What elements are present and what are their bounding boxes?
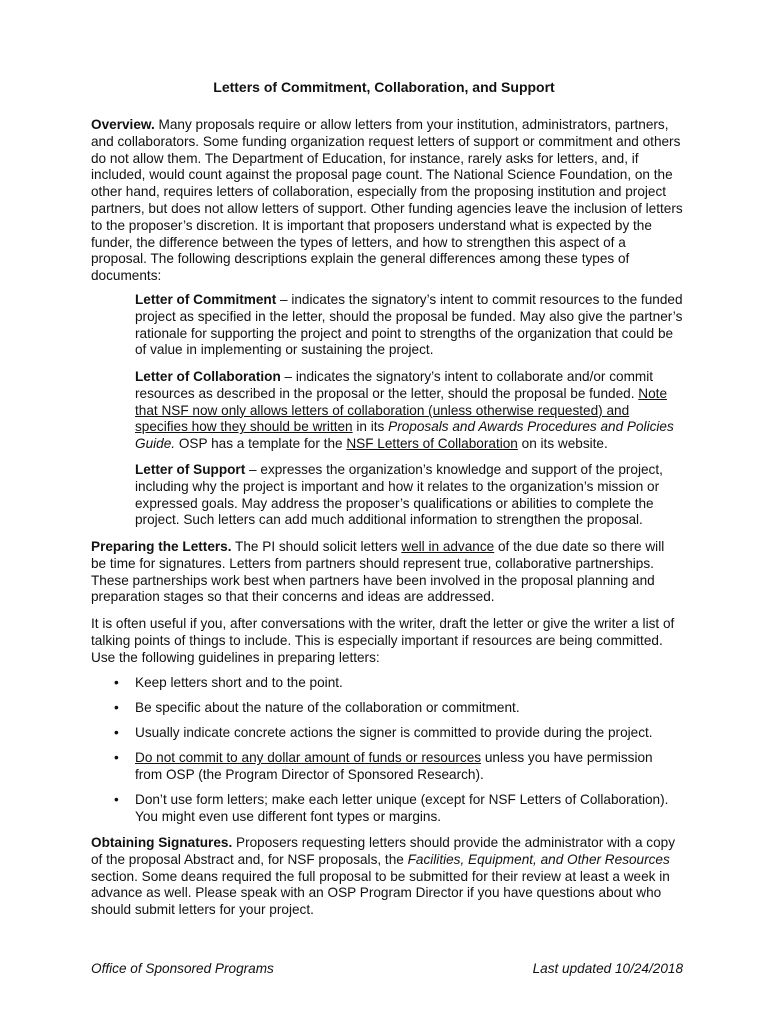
list-item <box>91 725 683 742</box>
bullet-icon: • <box>114 792 119 808</box>
papp-guide-title: Proposals and Awards Procedures and Policies Guide. <box>135 419 674 452</box>
no-dollar-commitment-emphasis: Do not commit to any dollar amount of funds or resources <box>135 750 482 766</box>
collaboration-heading: Letter of Collaboration <box>135 369 281 384</box>
facilities-section-title: Facilities, Equipment, and Other Resources <box>407 851 670 867</box>
preparing-heading: Preparing the Letters. <box>91 539 232 554</box>
bullet-text: Don’t use form letters; make each letter unique (except for NSF Letters of Collaboration). You might even use different font types or margins. <box>135 792 669 824</box>
collaboration-text-2: in its <box>352 419 389 435</box>
bullet-icon: • <box>114 725 119 741</box>
obtaining-text-2: section. Some deans required the full proposal to be submitted for their review at least a week in advance as well. Please speak with an OSP Program Director if you have questions about who should submit letters for your project. <box>91 868 670 918</box>
collaboration-text-4: on its website. <box>517 436 608 452</box>
guidelines-list <box>91 675 683 834</box>
preparing-paragraph <box>91 539 683 606</box>
overview-paragraph <box>91 117 683 285</box>
bullet-icon: • <box>114 750 119 766</box>
support-text: – expresses the organization’s knowledge and support of the project, including why the project is important and how it relates to the organization’s mission or expressed goals. May address the proposer’s qualifications or abilities to complete the project. Such letters can add much additional information to strengthen the proposal. <box>135 462 663 528</box>
commitment-heading: Letter of Commitment <box>135 292 277 307</box>
overview-heading: Overview. <box>91 117 155 132</box>
obtaining-text-1: Proposers requesting letters should provide the administrator with a copy of the proposal Abstract and, for NSF proposals, the <box>91 835 676 867</box>
collaboration-text-1: – indicates the signatory’s intent to collaborate and/or commit resources as described in the proposal or the letter, should the proposal be funded. <box>135 369 654 401</box>
bullet-text: Usually indicate concrete actions the signer is committed to provide during the project. <box>135 725 653 741</box>
preparing-text-1: The PI should solicit letters <box>231 539 402 554</box>
page-footer <box>91 961 683 978</box>
footer-office: Office of Sponsored Programs <box>91 961 274 976</box>
support-heading: Letter of Support <box>135 462 246 477</box>
nsf-letters-link[interactable]: NSF Letters of Collaboration <box>346 436 518 452</box>
bullet-icon: • <box>114 675 119 690</box>
bullet-text: Keep letters short and to the point. <box>135 675 343 690</box>
list-item <box>91 675 683 692</box>
bullet-text: Be specific about the nature of the collaboration or commitment. <box>135 700 520 716</box>
commitment-text: – indicates the signatory’s intent to commit resources to the funded project as specified in the letter, should the proposal be funded. May also give the partner’s rationale for supporting the project and point to strengths of the organization that could be of value in implementing or sustaining the project. <box>135 292 683 358</box>
nsf-collaboration-note: Note that NSF now only allows letters of collaboration (unless otherwise requested) and specifies how they should be written <box>135 385 668 435</box>
bullet-icon: • <box>114 700 119 716</box>
obtaining-paragraph <box>91 835 683 919</box>
preparing-text-2: of the due date so there will be time for signatures. Letters from partners should represent true, collaborative partnerships. These partnerships work best when partners have been involved in the proposal planning and preparation stages so that their concerns and ideas are addressed. <box>91 539 665 605</box>
list-item <box>91 792 683 826</box>
obtaining-heading: Obtaining Signatures. <box>91 835 233 850</box>
collaboration-text-3: OSP has a template for the <box>175 436 347 452</box>
commitment-paragraph <box>135 292 683 359</box>
overview-text: Many proposals require or allow letters from your institution, administrators, partners, and collaborators. Some funding organization request letters of support or commitment and others do not allow them. The Department of Education, for instance, rarely asks for letters, and, if included, would count against the proposal page count. The National Science Foundation, on the other hand, requires letters of collaboration, especially from the proposing institution and project partners, but does not allow letters of support. Other funding agencies leave the inclusion of letters to the proposer’s discretion. It is important that proposers understand what is expected by the funder, the difference between the types of letters, and how to strengthen this aspect of a proposal. The following descriptions explain the general differences among these types of documents: <box>91 117 683 284</box>
useful-paragraph: It is often useful if you, after conversations with the writer, draft the letter or give the writer a list of talking points of things to include. This is especially important if resources are being committed. Use the following guidelines in preparing letters: <box>91 616 675 665</box>
support-paragraph <box>135 462 683 529</box>
bullet-text: unless you have permission from OSP (the Program Director of Sponsored Research). <box>135 750 653 783</box>
collaboration-paragraph <box>135 369 683 453</box>
list-item <box>91 750 683 784</box>
footer-last-updated: Last updated 10/24/2018 <box>532 961 683 976</box>
list-item <box>91 700 683 717</box>
page-title: Letters of Commitment, Collaboration, and Support <box>213 79 555 95</box>
well-in-advance-emphasis: well in advance <box>401 539 495 554</box>
